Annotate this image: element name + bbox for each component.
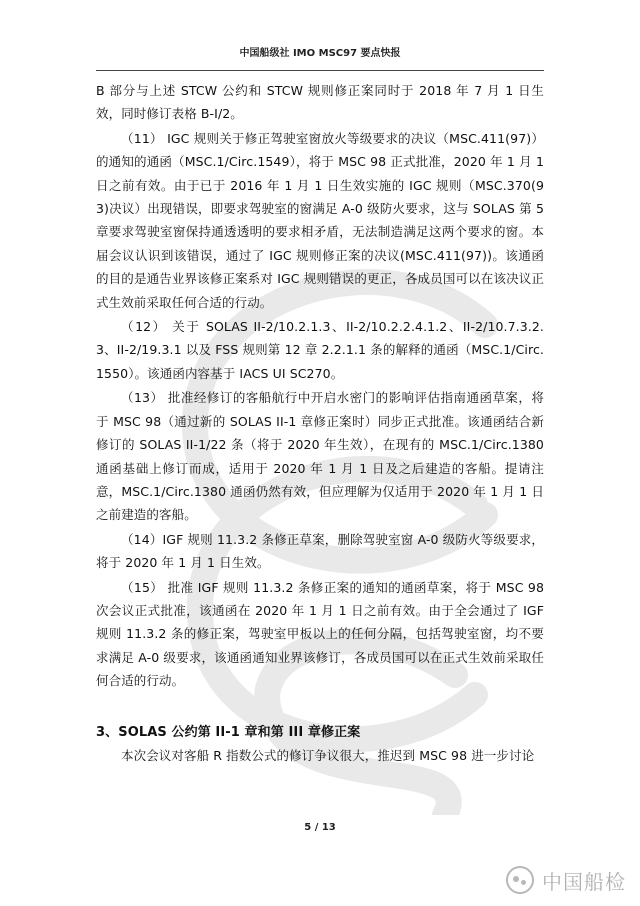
wechat-icon	[506, 866, 534, 894]
paragraph-stcw: B 部分与上述 STCW 公约和 STCW 规则修正案同时于 2018 年 7 月 1 日生效，同时修订表格 B-I/2。	[96, 83, 544, 122]
section-body: 本次会议对客船 R 指数公式的修订争议很大，推迟到 MSC 98 进一步讨论	[121, 747, 535, 763]
footer-logo-text: 中国船检	[542, 869, 626, 894]
paragraph-15: （15） 批准 IGF 规则 11.3.2 条修正案的通知的通函草案，将于 MSC 98 次会议正式批准，该通函在 2020 年 1 月 1 日之前有效。由于全会通过了 IGF 规则 11.3.2 条的修正案，驾驶室甲板以上的任何分隔，包括驾驶室窗，均不要求满足 A-0 级要求，该通函通知业界该修订，各成员国可以在正式生效前采取任何合适的行动。	[96, 579, 544, 689]
paragraph-11: （11） IGC 规则关于修正驾驶室窗放火等级要求的决议（MSC.411(97)）的通知的通函（MSC.1/Circ.1549），将于 MSC 98 正式批准，2020 年 1 月 1 日之前有效。由于已于 2016 年 1 月 1 日生效实施的 IGC 规则（MSC.370(93)决议）出现错误，即要求驾驶室的窗满足 A-0 级防火要求，这与 SOLAS 第 5 章要求驾驶室窗保持通透透明的要求相矛盾，无法制造满足这两个要求的窗。本届会议认识到该错误，通过了 IGC 规则修正案的决议(MSC.411(97))。该通函的目的是通告业界该修正案系对 IGC 规则错误的更正，各成员国可以在该决议正式生效前采取任何合适的行动。	[96, 130, 544, 310]
page-number: 5 / 13	[304, 822, 336, 833]
footer-logo	[506, 864, 626, 896]
document-body	[96, 79, 544, 768]
paragraph-14: （14）IGF 规则 11.3.2 条修正草案，删除驾驶室窗 A-0 级防火等级要求，将于 2020 年 1 月 1 日生效。	[96, 531, 544, 571]
section-heading: 3、SOLAS 公约第 II-1 章和第 III 章修正案	[96, 724, 361, 740]
page-header: 中国船级社 IMO MSC97 要点快报	[239, 48, 401, 59]
header-divider	[96, 70, 544, 71]
paragraph-13: （13） 批准经修订的客船航行中开启水密门的影响评估指南通函草案，将于 MSC 98（通过新的 SOLAS II-1 章修正案时）同步正式批准。该通函结合新修订的 SOLAS II-1/22 条（将于 2020 年生效），在现有的 MSC.1/Circ.1380 通函基础上修订而成，适用于 2020 年 1 月 1 日及之后建造的客船。提请注意，MSC.1/Circ.1380 通函仍然有效，但应理解为仅适用于 2020 年 1 月 1 日之前建造的客船。	[96, 390, 544, 523]
paragraph-12: （12） 关于 SOLAS II-2/10.2.1.3、II-2/10.2.2.4.1.2、II-2/10.7.3.2.3、II-2/19.3.1 以及 FSS 规则第 12 章 2.2.1.1 条的解释的通函（MSC.1/Circ.1550）。该通函内容基于 IACS UI SC270。	[96, 319, 544, 381]
